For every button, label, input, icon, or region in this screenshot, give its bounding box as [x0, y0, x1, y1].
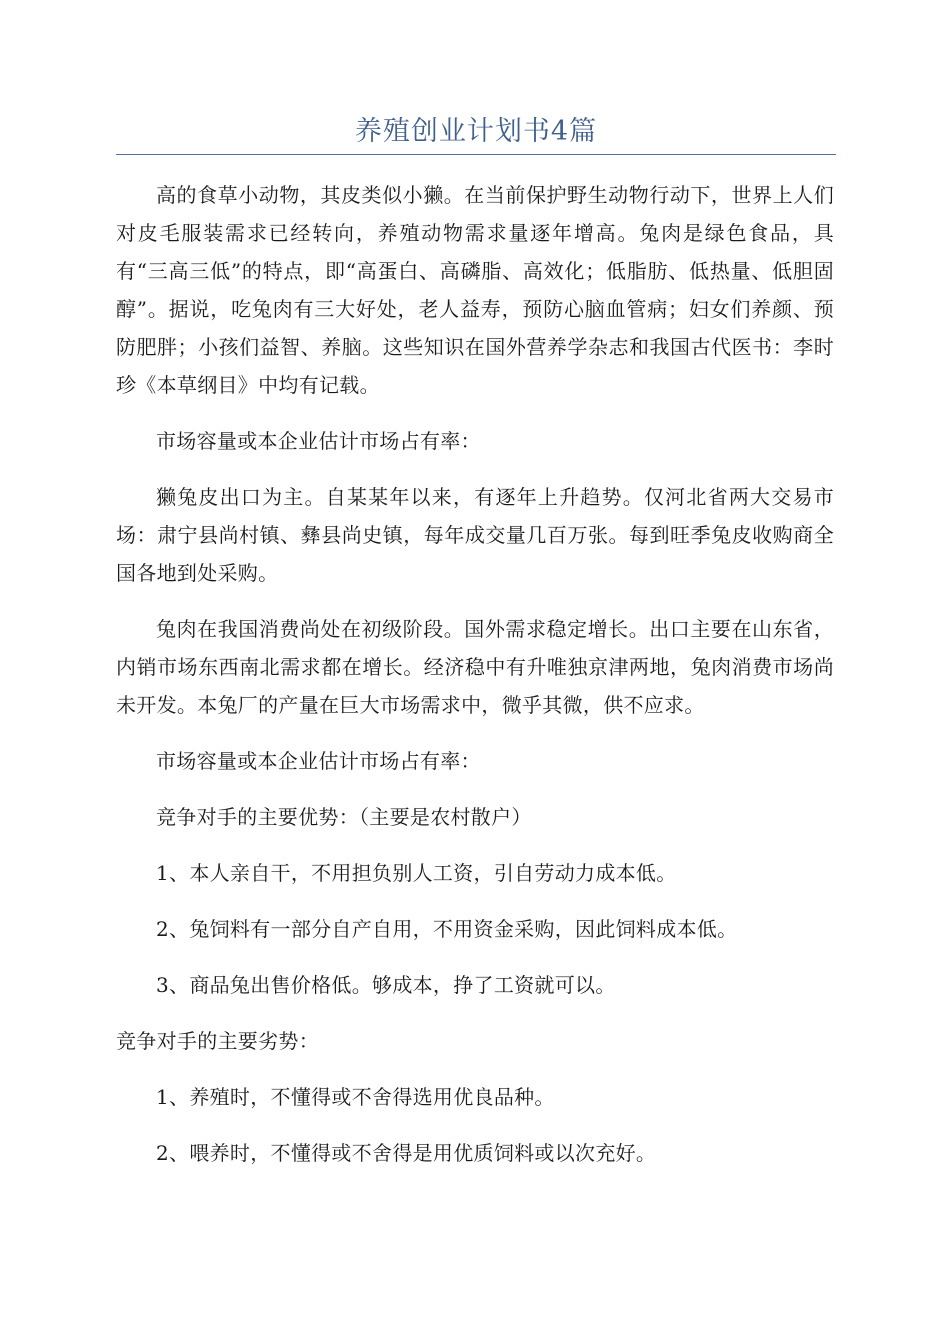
paragraph-rabbit-fur-export: 獭兔皮出口为主。自某某年以来，有逐年上升趋势。仅河北省两大交易市场：肃宁县尚村镇、彝县尚史镇，每年成交量几百万张。每到旺季兔皮收购商全国各地到处采购。	[116, 485, 834, 585]
document-title: 养殖创业计划书4篇	[354, 116, 598, 147]
list-item-disadvantage-1: 1、养殖时，不懂得或不舍得选用优良品种。	[156, 1085, 555, 1109]
title-underline	[116, 154, 836, 155]
list-item-advantage-1: 1、本人亲自干，不用担负别人工资，引自劳动力成本低。	[156, 861, 677, 885]
paragraph-market-capacity-heading: 市场容量或本企业估计市场占有率：	[156, 429, 481, 453]
document-body	[116, 176, 834, 1190]
list-item-disadvantage-2: 2、喂养时，不懂得或不舍得是用优质饲料或以次充好。	[156, 1141, 657, 1165]
list-item-advantage-2: 2、兔饲料有一部分自产自用，不用资金采购，因此饲料成本低。	[156, 917, 738, 941]
list-item-advantage-3: 3、商品兔出售价格低。够成本，挣了工资就可以。	[156, 973, 616, 997]
paragraph-competitor-advantages-heading: 竞争对手的主要优势：（主要是农村散户）	[156, 805, 532, 829]
paragraph-rabbit-meat-consumption: 兔肉在我国消费尚处在初级阶段。国外需求稳定增长。出口主要在山东省，内销市场东西南北需求都在增长。经济稳中有升唯独京津两地，兔肉消费市场尚未开发。本兔厂的产量在巨大市场需求中，微乎其微，供不应求。	[116, 617, 834, 717]
paragraph-competitor-disadvantages-heading: 竞争对手的主要劣势：	[116, 1029, 319, 1053]
paragraph-rabbit-intro: 高的食草小动物，其皮类似小獭。在当前保护野生动物行动下，世界上人们对皮毛服装需求已经转向，养殖动物需求量逐年增高。兔肉是绿色食品，具有“三高三低”的特点，即“高蛋白、高磷脂、高效化；低脂肪、低热量、低胆固醇”。据说，吃兔肉有三大好处，老人益寿，预防心脑血管病；妇女们养颜、预防肥胖；小孩们益智、养脑。这些知识在国外营养学杂志和我国古代医书：李时珍《本草纲目》中均有记载。	[116, 183, 834, 397]
paragraph-market-capacity-heading-2: 市场容量或本企业估计市场占有率：	[156, 749, 481, 773]
